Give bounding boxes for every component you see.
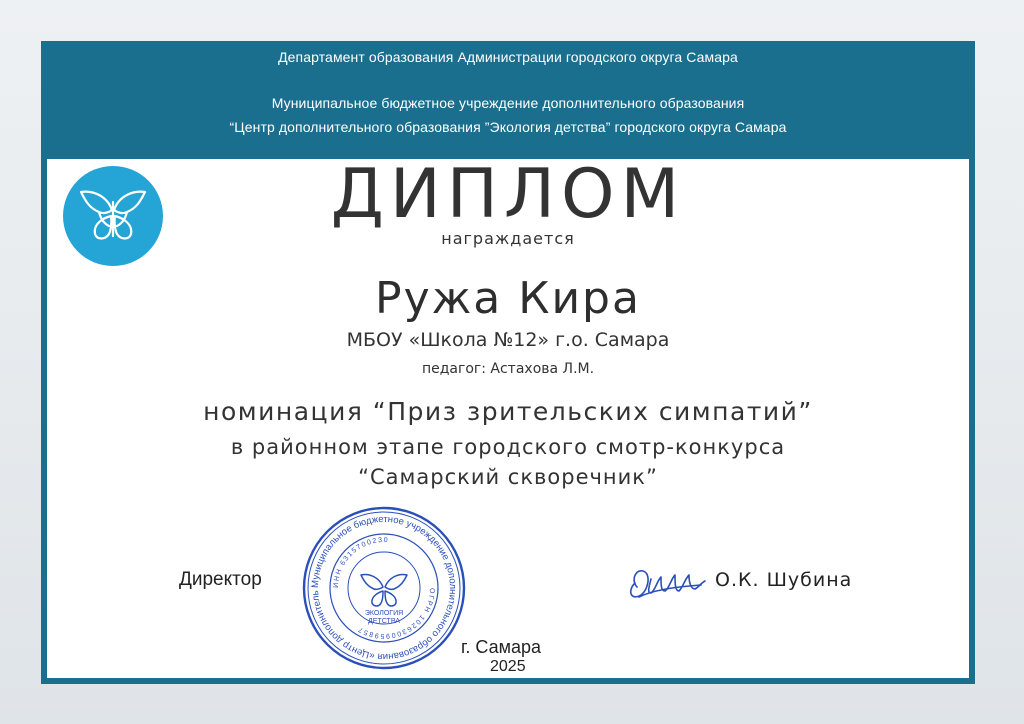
institution-line-2: “Центр дополнительного образования ”Экология детства” городского округа Самара (229, 119, 787, 135)
contest-stage: в районном этапе городского смотр-конкурса (230, 435, 786, 459)
year-label: 2025 (490, 658, 526, 675)
stamp-center-text-1: ЭКОЛОГИЯ (364, 610, 404, 617)
institution-line-1: Муниципальное бюджетное учреждение дополнительного образования (271, 95, 745, 111)
diploma-header (41, 41, 975, 159)
diploma-frame (41, 41, 975, 684)
director-label: Директор (179, 569, 262, 590)
nomination-text: номинация “Приз зрительских симпатий” (203, 397, 813, 426)
stamp-center-text-2: ДЕТСТВА (368, 618, 400, 625)
director-signature (621, 557, 711, 611)
stamp-ogrn: ОГРН 1026300959857 (356, 587, 436, 640)
stamp-butterfly-icon (361, 575, 407, 607)
stamp-inn: ИНН 6315700230 (332, 536, 390, 589)
svg-text:ИНН 6315700230 (333, 537, 389, 588)
contest-name: “Самарский скворечник” (358, 465, 658, 489)
city-label: г. Самара (461, 637, 541, 657)
department-line: Департамент образования Администрации городского округа Самара (278, 49, 738, 65)
teacher-name: педагог: Астахова Л.М. (421, 361, 595, 377)
school-name: МБОУ «Школа №12» г.о. Самара (346, 329, 670, 351)
awarded-label: награждается (441, 229, 575, 248)
director-name: О.К. Шубина (715, 569, 853, 591)
diploma-title: ДИПЛОМ (330, 155, 686, 234)
stamp-ring-text: Муниципальное бюджетное учреждение дополнительного образования «Центр дополнитель (309, 513, 459, 663)
official-stamp (299, 503, 469, 677)
recipient-name: Ружа Кира (375, 273, 641, 324)
